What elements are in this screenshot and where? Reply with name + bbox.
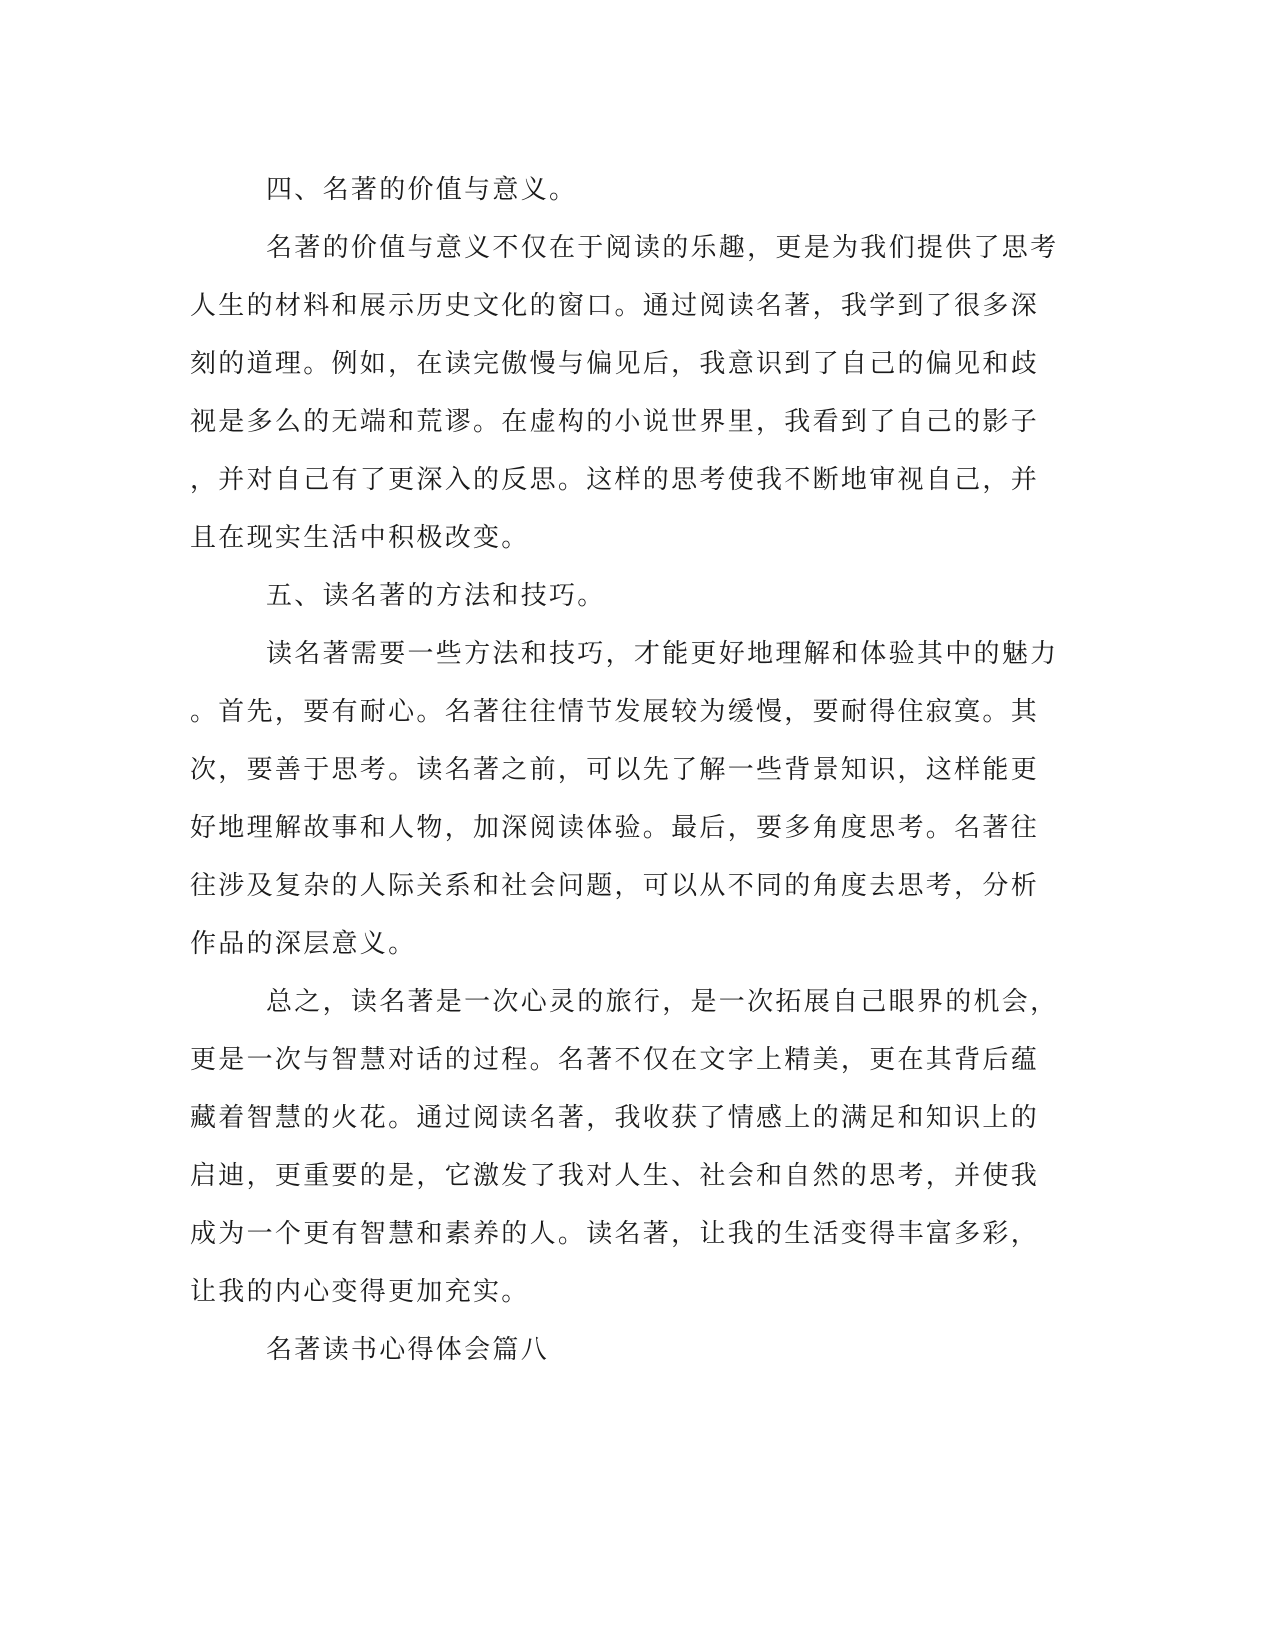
paragraph-line: ，并对自己有了更深入的反思。这样的思考使我不断地审视自己，并 bbox=[190, 465, 1040, 495]
section-heading: 四、名著的价值与意义。 bbox=[266, 175, 578, 205]
paragraph-line: 好地理解故事和人物，加深阅读体验。最后，要多角度思考。名著往 bbox=[190, 813, 1040, 843]
paragraph-line: 次，要善于思考。读名著之前，可以先了解一些背景知识，这样能更 bbox=[190, 755, 1040, 785]
paragraph-line: 刻的道理。例如，在读完傲慢与偏见后，我意识到了自己的偏见和歧 bbox=[190, 349, 1040, 379]
paragraph-line: 更是一次与智慧对话的过程。名著不仅在文字上精美，更在其背后蕴 bbox=[190, 1045, 1040, 1075]
paragraph-line: 作品的深层意义。 bbox=[190, 929, 417, 959]
paragraph-line: 读名著需要一些方法和技巧，才能更好地理解和体验其中的魅力 bbox=[266, 639, 1059, 669]
paragraph-line: 往涉及复杂的人际关系和社会问题，可以从不同的角度去思考，分析 bbox=[190, 871, 1040, 901]
paragraph-line: 名著的价值与意义不仅在于阅读的乐趣，更是为我们提供了思考 bbox=[266, 233, 1059, 263]
paragraph-line: 人生的材料和展示历史文化的窗口。通过阅读名著，我学到了很多深 bbox=[190, 291, 1040, 321]
paragraph-line: 藏着智慧的火花。通过阅读名著，我收获了情感上的满足和知识上的 bbox=[190, 1103, 1040, 1133]
section-heading: 五、读名著的方法和技巧。 bbox=[266, 581, 606, 611]
paragraph-line: 总之，读名著是一次心灵的旅行，是一次拓展自己眼界的机会， bbox=[266, 987, 1059, 1017]
paragraph-line: 启迪，更重要的是，它激发了我对人生、社会和自然的思考，并使我 bbox=[190, 1161, 1040, 1191]
paragraph-line: 且在现实生活中积极改变。 bbox=[190, 523, 530, 553]
chapter-heading: 名著读书心得体会篇八 bbox=[266, 1335, 550, 1365]
paragraph-line: 视是多么的无端和荒谬。在虚构的小说世界里，我看到了自己的影子 bbox=[190, 407, 1040, 437]
paragraph-line: 成为一个更有智慧和素养的人。读名著，让我的生活变得丰富多彩， bbox=[190, 1219, 1040, 1249]
paragraph-line: 让我的内心变得更加充实。 bbox=[190, 1277, 530, 1307]
paragraph-line: 。首先，要有耐心。名著往往情节发展较为缓慢，要耐得住寂寞。其 bbox=[190, 697, 1040, 727]
